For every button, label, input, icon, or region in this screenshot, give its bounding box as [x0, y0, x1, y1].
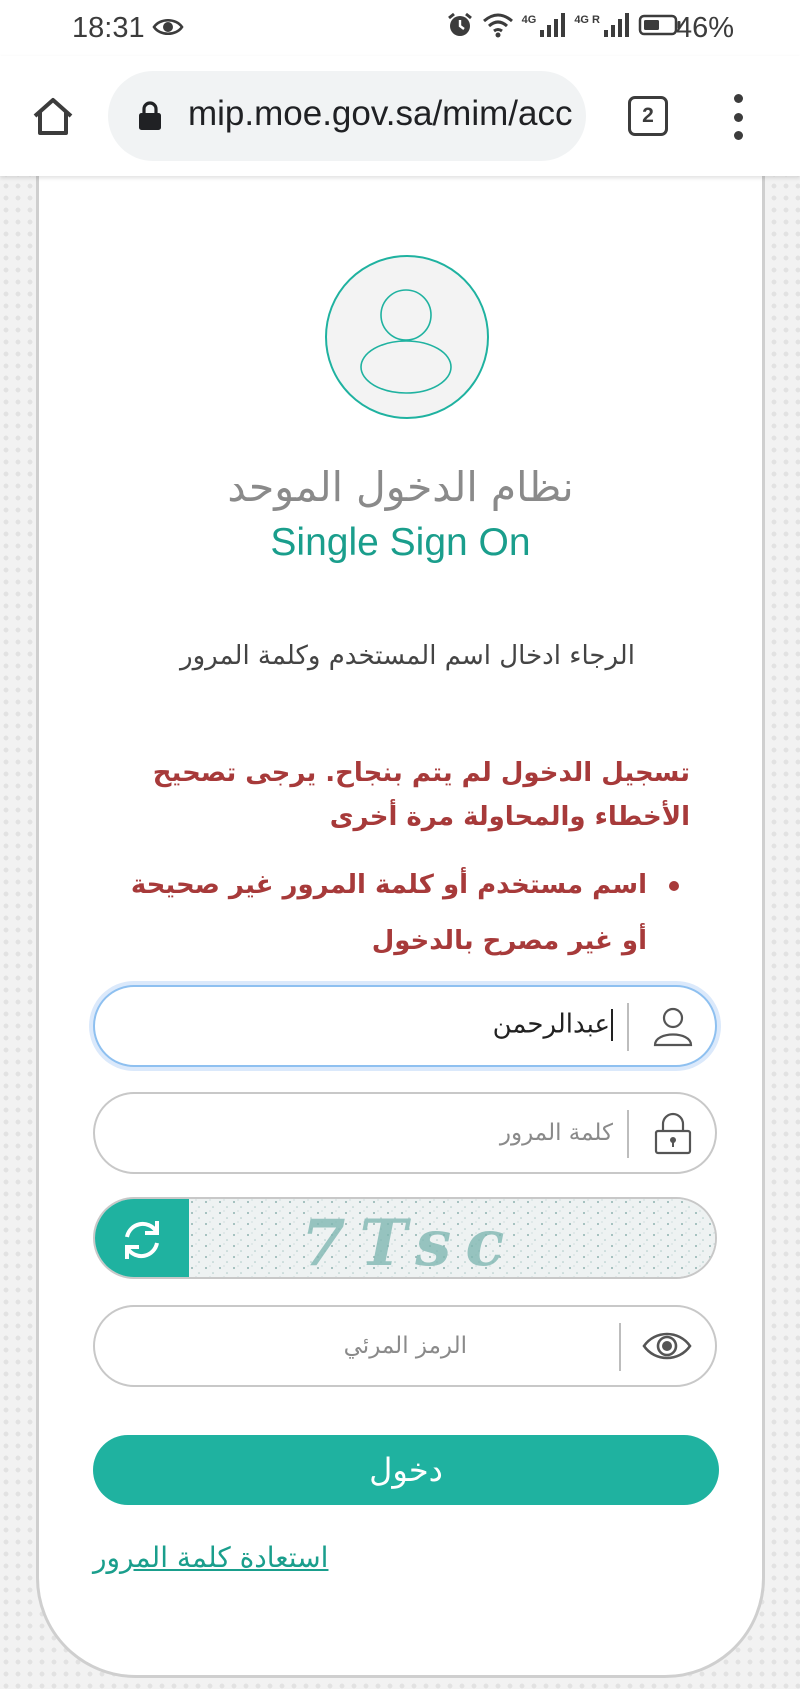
username-value: عبدالرحمن	[492, 1009, 610, 1040]
forgot-password-link[interactable]: استعادة كلمة المرور	[93, 1541, 329, 1574]
network-type-label-2: 4G R	[574, 14, 600, 26]
password-placeholder: كلمة المرور	[499, 1120, 613, 1146]
padlock-icon	[651, 1111, 695, 1155]
page-title-arabic: نظام الدخول الموحد	[227, 463, 574, 511]
url-text: mip.moe.gov.sa/mim/acc	[188, 94, 573, 133]
status-time: 18:31	[72, 12, 145, 44]
error-item: اسم مستخدم أو كلمة المرور غير صحيحة أو غير مصرح بالدخول	[103, 857, 683, 969]
wifi-icon	[482, 11, 514, 44]
eye-status-icon	[152, 16, 184, 43]
signal-icon-2	[602, 12, 630, 43]
captcha-image	[189, 1199, 717, 1279]
address-bar[interactable]	[108, 71, 586, 161]
username-field[interactable]	[93, 985, 717, 1067]
tab-switcher-button[interactable]: 2	[628, 96, 668, 136]
network-type-label: 4G	[521, 14, 537, 26]
error-summary: تسجيل الدخول لم يتم بنجاح. يرجى تصحيح الأخطاء والمحاولة مرة أخرى	[152, 758, 690, 832]
signal-icon	[538, 12, 566, 43]
status-bar	[0, 0, 800, 56]
refresh-icon	[117, 1215, 167, 1265]
login-instruction: الرجاء ادخال اسم المستخدم وكلمة المرور	[180, 641, 635, 671]
status-icons	[446, 12, 682, 42]
captcha-box	[93, 1197, 717, 1279]
captcha-refresh-button[interactable]	[95, 1199, 189, 1279]
text-caret	[611, 1009, 613, 1041]
captcha-input[interactable]	[93, 1305, 717, 1387]
user-avatar-icon	[325, 255, 489, 419]
user-icon	[651, 1004, 695, 1048]
home-icon	[31, 96, 75, 136]
login-button[interactable]: دخول	[93, 1435, 719, 1505]
alarm-icon	[446, 11, 474, 44]
lock-icon	[138, 101, 162, 135]
password-field[interactable]	[93, 1092, 717, 1174]
captcha-placeholder: الرمز المرئي	[343, 1333, 467, 1359]
error-list	[103, 857, 683, 969]
home-button[interactable]	[30, 94, 76, 138]
eye-icon[interactable]	[641, 1324, 693, 1368]
more-vert-icon[interactable]	[726, 94, 750, 140]
captcha-text: 7Tsc	[301, 1206, 519, 1281]
battery-percent: 46%	[675, 12, 734, 44]
browser-toolbar	[0, 56, 800, 176]
page-title-english: Single Sign On	[270, 521, 531, 564]
login-card	[36, 120, 765, 1678]
